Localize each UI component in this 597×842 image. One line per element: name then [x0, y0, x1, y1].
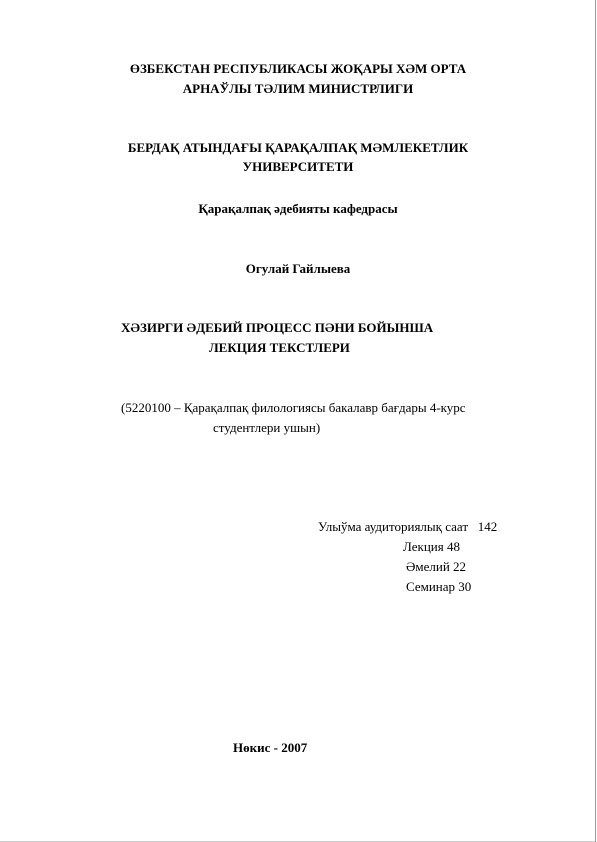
ministry-line-2: АРНАЎЛЫ ТӘЛИМ МИНИСТРЛИГИ — [182, 81, 414, 96]
total-hours-value: 142 — [477, 519, 498, 534]
title-line-2: ЛЕКЦИЯ ТЕКСТЛЕРИ — [209, 340, 350, 355]
lecture-hours: Лекция 48 — [403, 539, 460, 554]
place-year: Нөкис - 2007 — [233, 740, 308, 755]
audience-line-2: студентлери ушын) — [213, 420, 321, 435]
audience-line-1: (5220100 – Қарақалпақ филологиясы бакалавр бағдары 4-курс — [121, 400, 466, 415]
ministry-line-1: ӨЗБЕКСТАН РЕСПУБЛИКАСЫ ЖОҚАРЫ ХӘМ ОРТА — [129, 61, 467, 76]
total-hours — [318, 519, 497, 535]
title-line-1: ХӘЗИРГИ ӘДЕБИЙ ПРОЦЕСС ПӘНИ БОЙЫНША — [121, 320, 434, 335]
practice-hours: Әмелий 22 — [406, 559, 467, 574]
university-line-2: УНИВЕРСИТЕТИ — [242, 159, 354, 174]
total-hours-label: Улыўма аудиториялық саат — [318, 519, 469, 534]
university-line-1: БЕРДАҚ АТЫНДАҒЫ ҚАРАҚАЛПАҚ МӘМЛЕКЕТЛИК — [127, 140, 469, 155]
department-name: Қарақалпақ әдебияты кафедрасы — [198, 201, 398, 216]
author-name: Огулай Гайлыева — [245, 261, 351, 276]
seminar-hours: Семинар 30 — [406, 579, 472, 594]
